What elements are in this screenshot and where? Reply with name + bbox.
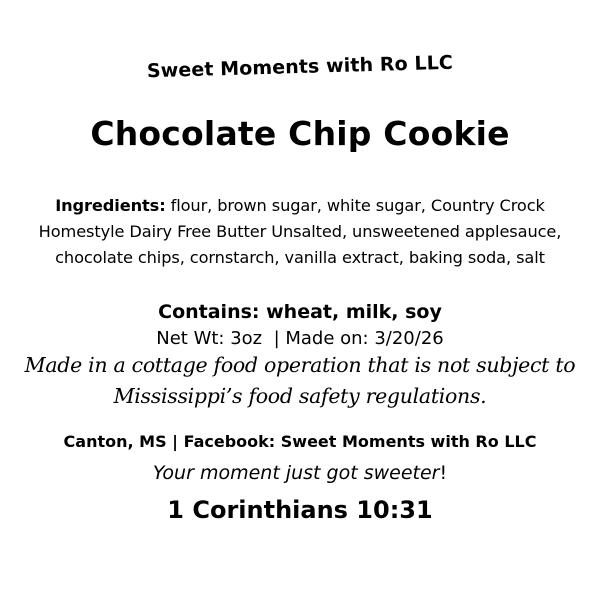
bible-verse: 1 Corinthians 10:31 (167, 496, 433, 524)
allergen-statement: Contains: wheat, milk, soy (158, 301, 442, 323)
ingredients-list: flour, brown sugar, white sugar, Country Crock Homestyle Dairy Free Butter Unsalted, unsweetened applesauce, chocolate chips, cornstarch, vanilla extract, baking soda, salt (38, 196, 562, 267)
contact-line: Canton, MS | Facebook: Sweet Moments with Ro LLC (63, 432, 537, 451)
business-name: Sweet Moments with Ro LLC (146, 51, 454, 83)
tagline-text: Your moment just got sweeter (152, 462, 440, 484)
net-weight-and-date: Net Wt: 3oz | Made on: 3/20/26 (156, 328, 444, 349)
ingredients-block (24, 193, 576, 271)
tagline-exclamation: ! (439, 462, 448, 484)
ingredients-heading: Ingredients: (55, 196, 166, 215)
cottage-food-disclaimer: Made in a cottage food operation that is not subject to Mississippi’s food safety regulations. (24, 353, 576, 408)
product-name: Chocolate Chip Cookie (90, 114, 510, 153)
tagline (0, 462, 600, 484)
